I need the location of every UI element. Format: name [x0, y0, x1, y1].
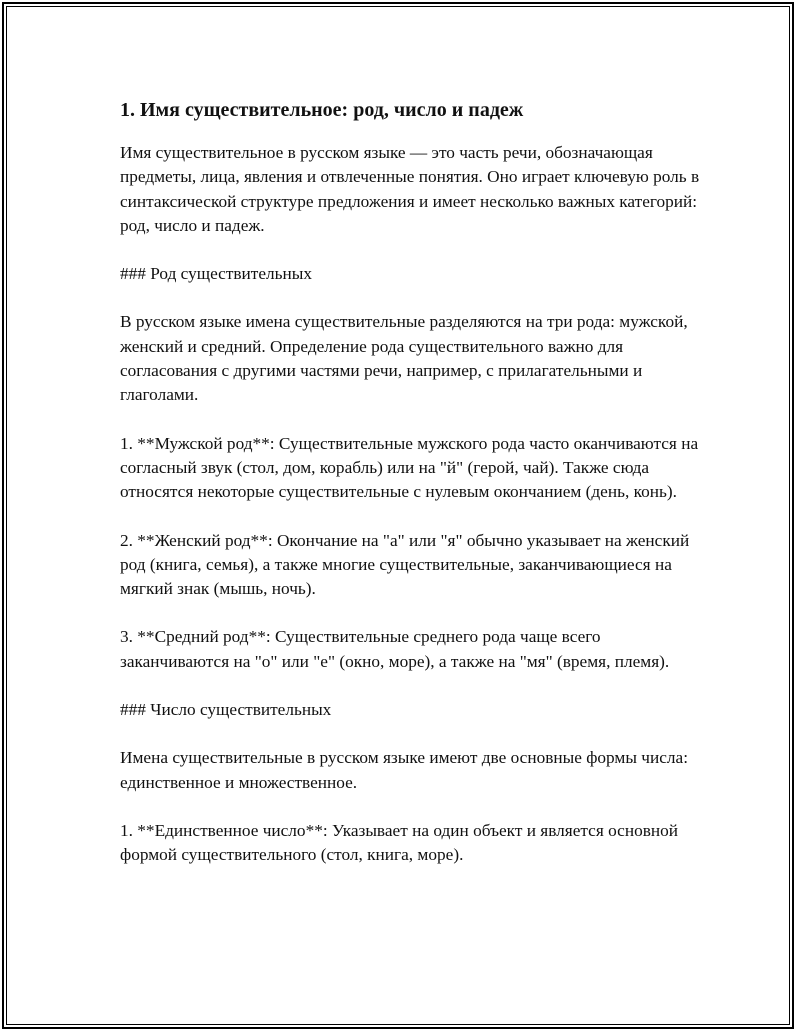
feminine-gender-item: 2. **Женский род**: Окончание на "а" или "я" обычно указывает на женский род (книга, семья), а также многие существительные, заканчивающиеся на мягкий знак (мышь, ночь).	[120, 530, 690, 599]
document-body	[120, 96, 700, 892]
page-frame	[2, 2, 794, 1029]
number-intro-paragraph: Имена существительные в русском языке имеют две основные формы числа: единственное и множественное.	[120, 748, 689, 792]
singular-number-item: 1. **Единственное число**: Указывает на один объект и является основной формой существительного (стол, книга, море).	[120, 820, 679, 865]
intro-paragraph: Имя существительное в русском языке — это часть речи, обозначающая предметы, лица, явления и отвлеченные понятия. Оно играет ключевую роль в синтаксической структуре предложения и имеет несколько важных категорий: род, число и падеж.	[120, 143, 700, 235]
gender-intro-paragraph: В русском языке имена существительные разделяются на три рода: мужской, женский и средний. Определение рода существительного важно для согласования с другими частями речи, например, с прилагательными и глаголами.	[120, 312, 688, 405]
neuter-gender-item: 3. **Средний род**: Существительные среднего рода чаще всего заканчиваются на "о" или "е" (окно, море), а также на "мя" (время, племя).	[120, 627, 670, 671]
section-heading-number: ### Число существительных	[120, 700, 332, 720]
document-title: 1. Имя существительное: род, число и падеж	[120, 99, 524, 121]
section-heading-gender: ### Род существительных	[120, 264, 313, 284]
masculine-gender-item: 1. **Мужской род**: Существительные мужского рода часто оканчиваются на согласный звук (стол, дом, корабль) или на "й" (герой, чай). Также сюда относятся некоторые существительные с нулевым окончанием (день, конь).	[120, 433, 699, 502]
